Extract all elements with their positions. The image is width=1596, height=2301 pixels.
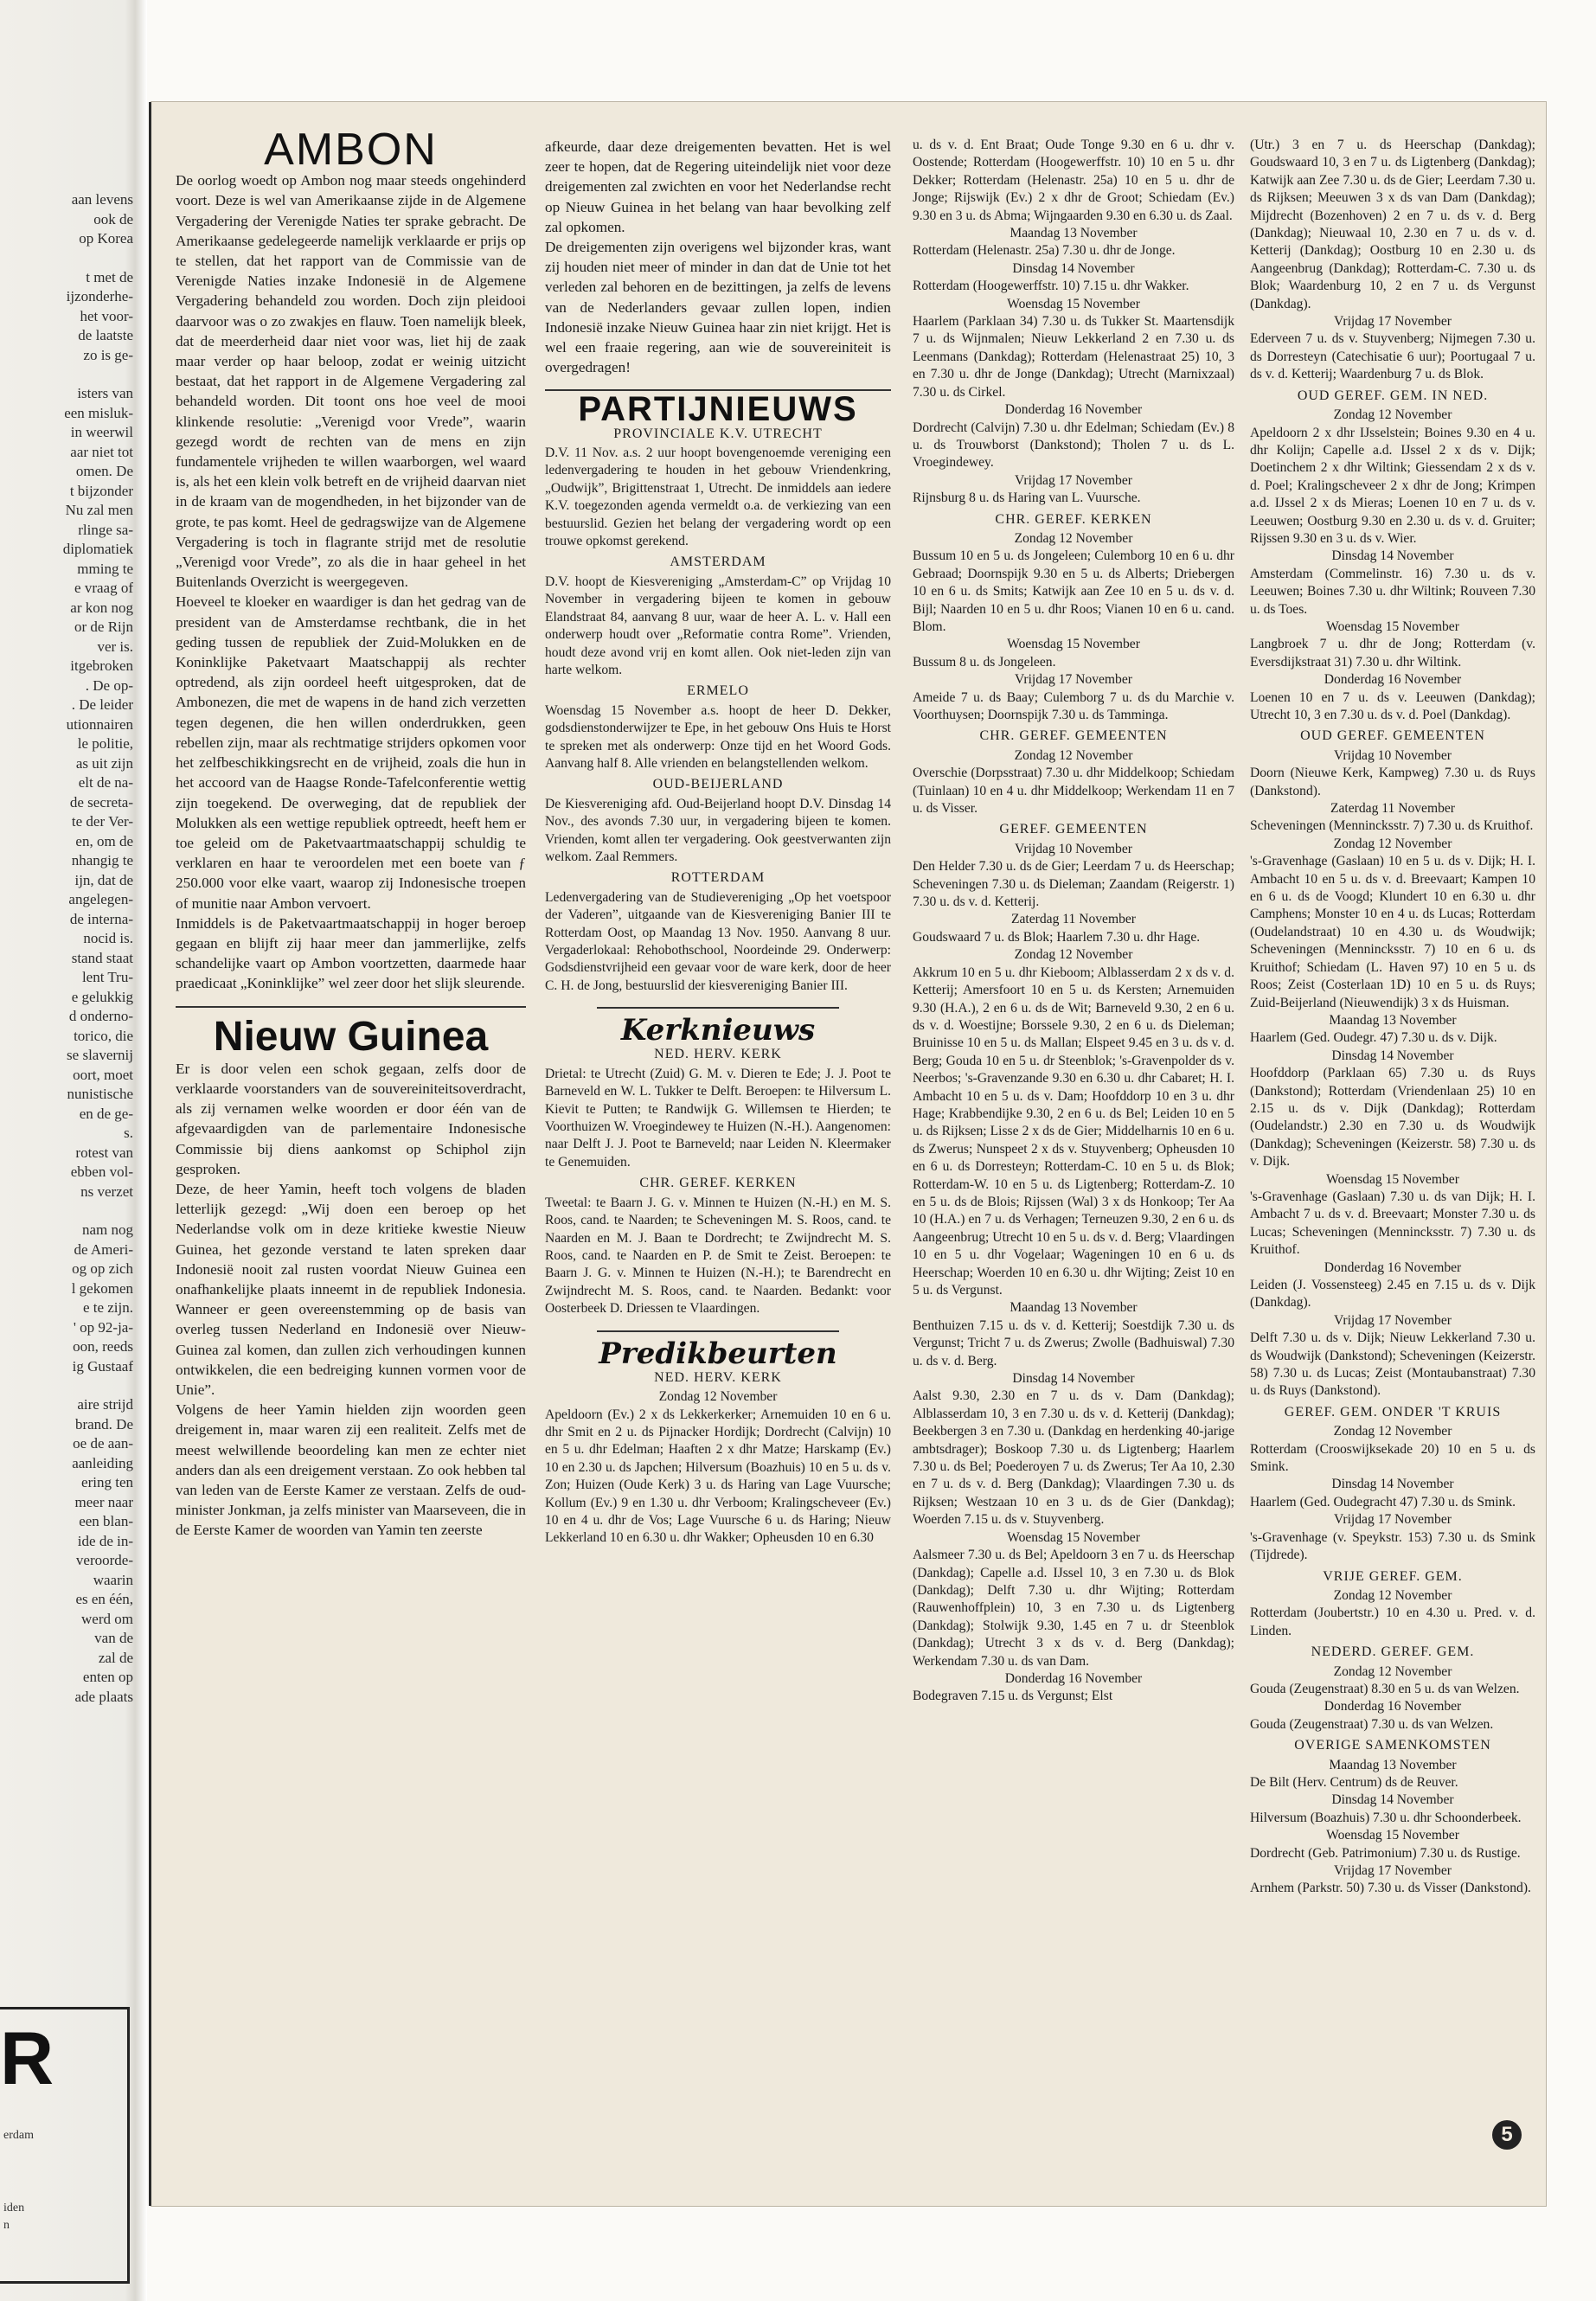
listing-text: Ederveen 7 u. ds v. Stuyvenberg; Nijmegen 7.30 u. ds Dorresteyn (Catechisatie 6 uur); Poortugaal 7 u. ds v. d. Ketterij; Waardenburg 7 u. ds Blok. bbox=[1250, 331, 1535, 382]
fragment-line: de Ameri- bbox=[74, 1240, 133, 1258]
listing-text: De Bilt (Herv. Centrum) ds de Reuver. bbox=[1250, 1774, 1458, 1790]
predik-day: Zondag 12 November bbox=[658, 1389, 778, 1405]
day-heading: Vrijdag 17 November bbox=[1015, 472, 1132, 488]
divider bbox=[597, 1007, 839, 1009]
advert-text: iden bbox=[3, 2202, 25, 2214]
fragment-line: as uit zijn bbox=[75, 754, 133, 772]
listing-text: Haarlem (Ged. Oudegracht 47) 7.30 u. ds Smink. bbox=[1250, 1494, 1516, 1509]
partijnieuws-body bbox=[545, 426, 891, 996]
day-heading: Donderdag 16 November bbox=[1324, 1259, 1462, 1275]
listing-text: Hilversum (Boazhuis) 7.30 u. dhr Schoonderbeek. bbox=[1250, 1810, 1522, 1825]
fragment-line: nhangig te bbox=[71, 852, 133, 868]
church-heading: NEDERD. GEREF. GEM. bbox=[1311, 1644, 1475, 1660]
section-text: Tweetal: te Baarn J. G. v. Minnen te Huizen (N.-H.) en M. S. Roos, cand. te Naarden; te Scheveningen M. S. Roos, cand. te Naarden en M. J. Baan te Dordrecht; te Zwijndrecht M. S. Roos, cand. te Naarden en P. de Smit te Zeist. Beroepen: te Baarn J. G. v. Minnen te Huizen (N.-H.); te Barendrecht en Zwijndrecht M. S. Roos, cand. te Naarden. Bedankt: voor Oosterbeek D. Driessen te Vlaardingen. bbox=[545, 1195, 891, 1317]
fragment-line: . De op- bbox=[85, 676, 133, 694]
day-heading: Vrijdag 17 November bbox=[1334, 1312, 1452, 1328]
advert-letter: R bbox=[0, 2017, 54, 2100]
fragment-line: t bijzonder bbox=[69, 482, 133, 499]
column-predikbeurten-1 bbox=[913, 137, 1234, 1706]
listing-text: Delft 7.30 u. ds v. Dijk; Nieuw Lekkerland 7.30 u. ds Woudwijk (Dankstond); Scheveningen (Keizerstr. 58) 7.30 u. ds Lucas; Zeist (Montaubanstraat) 7.30 u. ds Ruys (Dankstond). bbox=[1250, 1330, 1535, 1399]
ambon-paragraph: Hoeveel te kloeker en waardiger is dan het gedrag van de president van de Amsterdamse rechtbank, die in het geding tussen de republiek der Zuid-Molukken en de Koninklijke Paketvaart Maatschappij als rechter optredend, als zijn oordeel heeft uitgesproken, dat de Ambonezen, die met de wapens in de hand zich verzetten tegen degenen, die hen willen onderdrukken, geen rebellen zijn, maar als rechtmatige strijders opkomen voor het zelfbeschikkingsrecht en de vrijheid, zoals die hun in het accoord van de Haagse Ronde-Tafelconferentie wettig zijn toegekend. De overweging, dat de republiek der Molukken als een wettige republiek optreedt, heeft hem er toe geleid om de Paketvaartmaatschappij schuldig te verklaren en haar te veroordelen met een boete van ƒ 250.000 voor elke vaart, waarop zij Indonesische troepen of munitie naar Ambon vervoert. bbox=[176, 593, 526, 912]
church-heading: CHR. GEREF. GEMEENTEN bbox=[979, 728, 1168, 744]
church-heading: OUD GEREF. GEMEENTEN bbox=[1300, 728, 1485, 744]
church-heading: CHR. GEREF. KERKEN bbox=[995, 511, 1152, 527]
day-heading: Zaterdag 11 November bbox=[1010, 912, 1137, 927]
section-text: D.V. hoopt de Kiesvereniging „Amsterdam-C” op Vrijdag 10 November in vergadering bijeen te komen in gebouw Elandstraat 84, aanvang 8 uur, waar de heer A. L. v. Hall een onderwerp houdt over „Reformatie contra Rome”. Vrienden, houdt deze avond vrij en komt allen. Ook niet-leden zijn van harte welkom. bbox=[545, 574, 891, 677]
guinea-article-continuation bbox=[545, 137, 891, 377]
day-heading: Woensdag 15 November bbox=[1007, 296, 1140, 311]
listing-text: (Utr.) 3 en 7 u. ds Heerschap (Dankdag); Goudswaard 10, 3 en 7 u. ds Ligtenberg (Dankdag); Katwijk aan Zee 7.30 u. ds de Gier; Leerdam 7.30 u. ds Rijksen; Meeuwen 3 x ds van Dam (Dankdag); Mijdrecht (Bozenhoven) 2 en 7 u. ds v. d. Berg (Dankdag); Nieuwaal 10, 2.30 en 7 u. ds v. d. Ketterij (Dankdag); Oostburg 10 en 2.30 u. ds Aangeenbrug (Dankdag); Rotterdam-C. 7.30 u. ds Blok; Waardenburg 10, 2 en 7 u. ds Vergunst (Dankdag). bbox=[1250, 138, 1535, 311]
listing-text: Rotterdam (Hoogewerffstr. 10) 7.15 u. dhr Wakker. bbox=[913, 279, 1189, 294]
day-heading: Maandag 13 November bbox=[1329, 1757, 1457, 1772]
ambon-paragraph: De oorlog woedt op Ambon nog maar steeds ongehinderd voort. Deze is wel van Amerikaanse zijde in de Algemene Vergadering der Verenigde Naties ter sprake gebracht. De Amerikaanse gedelegeerde namelijk verklaarde er prijs op te stellen, dat het rapport van de Commissie van de Verenigde Naties inzake Indonesië in de Algemene Vergadering behandeld zou worden. Doch zijn pleidooi daarvoor was o zo zwakjes en flauw. Toen namelijk bleek, dat de meerderheid daar niet voor was, liet hij de zaak maar verder op haar beloop, zodat er weinig uitzicht bestaat, dat het rapport in de Algemene Vergadering zal behandeld worden. Dit toont ons hoe veel de mooi klinkende resolutie: „Verenigd voor Vrede”, waarin gezegd wordt de rechten van de mens en zijn fundamentele vrijheden te willen waarborgen, wel waard is, als het een klein volk betreft en de vrijheid daarvan niet in de kraam van de mogendheden, in het bijzonder van de grote, te pas komt. Heel de gedragswijze van de Algemene Vergadering is toch in flagrante strijd met de resolutie „Verenigd voor Vrede”, zo als die in haar geheel in het Buitenlands Overzicht is weergegeven. bbox=[176, 172, 526, 591]
day-heading: Donderdag 16 November bbox=[1324, 672, 1462, 688]
day-heading: Dinsdag 14 November bbox=[1012, 1371, 1135, 1387]
day-heading: Woensdag 15 November bbox=[1007, 1529, 1140, 1545]
fragment-line: ' op 92-ja- bbox=[73, 1318, 133, 1336]
day-heading: Zondag 12 November bbox=[1333, 1424, 1452, 1439]
fragment-line: nam nog bbox=[81, 1221, 133, 1238]
fragment-line: es en één, bbox=[75, 1591, 133, 1607]
listing-text: Bussum 10 en 5 u. ds Jongeleen; Culemborg 10 en 6 u. dhr Gebraad; Doornspijk 9.30 en 5 u. ds Alberts; Driebergen 10 en 6 u. ds Smits; Katwijk aan Zee 10 en 5 u. ds v. d. Bijl; Naarden 10 en 5 u. dhr Roos; Vianen 10 en 6 u. cand. Blom. bbox=[913, 548, 1234, 634]
listing-text: Goudswaard 7 u. ds Blok; Haarlem 7.30 u. dhr Hage. bbox=[913, 929, 1201, 945]
ambon-paragraph: Inmiddels is de Paketvaartmaatschappij in hoger beroep gegaan en blijft zij haar meer dan jammerlijke, zelfs schandelijke vaart op Ambon voortzetten, daarmede haar praedicaat „Koninklijke” wel zeer door het slijk sleurende. bbox=[176, 914, 526, 992]
predik-text: Apeldoorn (Ev.) 2 x ds Lekkerkerker; Arnemuiden 10 en 6 u. dhr Smit en 2 u. ds Pijnacker Hordijk; Dordrecht (Calvijn) 10 en 5 u. dhr Edelman; Haaften 2 x dhr Matze; Harskamp (Ev.) 10 en 2.30 u. ds Japchen; Hilversum (Boazhuis) 10 en 5 u. ds v. Zon; Huizen (Oude Kerk) 3 u. ds Haring van Lage Vuursche; Kollum (Ev.) 9 en 1.30 u. dhr Verboom; Kralingscheveer (Ev.) 10 en 4 u. dhr de Vos; Lage Vuursche 6 u. ds Haring; Nieuw Lekkerland 10 en 6.30 u. dhr Wakker; Opheusden 10 en 6.30 bbox=[545, 1407, 891, 1546]
listing-text: Rotterdam (Crooswijksekade 20) 10 en 5 u. ds Smink. bbox=[1250, 1441, 1535, 1475]
fragment-line: . De leider bbox=[71, 696, 133, 713]
newspaper-page bbox=[151, 102, 1546, 2206]
listing-text: Bussum 8 u. ds Jongeleen. bbox=[913, 654, 1056, 670]
fragment-line: ijzonderhe- bbox=[66, 288, 133, 304]
guinea-paragraph: Volgens de heer Yamin hielden zijn woorden geen dreigement in, maar waren zij een realiteit. Zelfs met de meest welwillende beoordeling kan men ze echter niet anders dan als een dreigement verstaan. Zo ook hebben tal van leden van de Eerste Kamer ze verstaan. Zelfs de oud-minister Jonkman, ja zelfs minister van Maarseveen, die in de Eerste Kamer de woorden van Yamin ten zeerste bbox=[176, 1401, 526, 1539]
fragment-line: isters van bbox=[77, 385, 133, 401]
day-heading: Vrijdag 17 November bbox=[1334, 1512, 1452, 1528]
section-heading: OUD-BEIJERLAND bbox=[652, 777, 784, 792]
fragment-line: t met de bbox=[86, 268, 133, 285]
fragment-line: e te zijn. bbox=[82, 1299, 133, 1316]
fragment-line: de interna- bbox=[69, 910, 133, 927]
day-heading: Zaterdag 11 November bbox=[1330, 801, 1456, 817]
day-heading: Zondag 12 November bbox=[1014, 947, 1133, 963]
listing-text: Dordrecht (Calvijn) 7.30 u. dhr Edelman; Schiedam (Ev.) 8 u. ds Trouwborst (Dankstond); Tholen 7 u. ds L. Vroegindewey. bbox=[913, 420, 1234, 471]
day-heading: Maandag 13 November bbox=[1329, 1012, 1457, 1028]
fragment-line: veroorde- bbox=[75, 1552, 133, 1568]
fragment-line: enten op bbox=[82, 1669, 133, 1685]
section-heading: AMSTERDAM bbox=[670, 554, 766, 570]
guinea-paragraph: Er is door velen een schok gegaan, zelfs door de verklaarde voorstanders van de souvereiniteitsoverdracht, als zij vernamen welke woorden er door één van de afgevaardigden van de parlementaire Indonesische Commissie bij diens aankomst op Schiphol zijn gesproken. bbox=[176, 1060, 526, 1177]
church-heading: OUD GEREF. GEM. IN NED. bbox=[1297, 388, 1489, 403]
listing-text: 's-Gravenhage (Gaslaan) 10 en 5 u. ds v. Dijk; H. I. Ambacht 10 en 5 u. ds v. d. Breevaart; Kampen 10 en 6 u. ds de Voogd; Klundert 10 en 6.30 u. dhr Camphens; Monster 10 en 4 u. ds Lucas; Rotterdam (Oudelandstraat) 10 en 4.30 u. ds Woudwijk; Scheveningen (Mennincksstr. 7) 10 en 6 u. ds Kruithof; Schiedam (L. Haven 97) 10 en 5 u. ds Roos; Zeist (Costerlaan 1D) 10 en 5 u. ds Ruys; Zuid-Beijerland (Nieuwendijk) 3 x ds Huisman. bbox=[1250, 854, 1535, 1010]
fragment-line: omen. De bbox=[75, 463, 133, 479]
fragment-line: itgebroken bbox=[70, 657, 133, 674]
fragment-line: meer naar bbox=[74, 1493, 133, 1510]
guinea-paragraph: Deze, de heer Yamin, heeft toch volgens de bladen letterlijk gezegd: „Wij doen een beroep op het Nederlandse volk om in deze kritieke kwestie Nieuw Guinea, het gezonde verstand te laten spreken daar Indonesië nooit zal rusten voordat Nieuw Guinea een onafhankelijke plaats inneemt in de republiek Indonesia. Wanneer er geen overeenstemming op de basis van overleg tussen Nederland en Indonesië over Nieuw-Guinea zal komen, dan zullen zich verhoudingen kunnen ontwikkelen, die een bedreiging kunnen vormen voor de Unie”. bbox=[176, 1180, 526, 1398]
section-heading: CHR. GEREF. KERKEN bbox=[639, 1176, 797, 1191]
fragment-line: ebben vol- bbox=[70, 1163, 133, 1180]
fragment-line: ns verzet bbox=[80, 1183, 133, 1200]
fragment-line: te der Ver- bbox=[71, 813, 133, 830]
divider bbox=[597, 1330, 839, 1332]
fragment-line: elt de na- bbox=[78, 774, 133, 791]
day-heading: Donderdag 16 November bbox=[1324, 1699, 1462, 1715]
advert-text: erdam bbox=[3, 2129, 34, 2142]
day-heading: Zondag 12 November bbox=[1333, 836, 1452, 851]
guinea-paragraph: afkeurde, daar deze dreigementen bevatten. Het is wel zeer te hopen, dat de Regering uiteindelijk niet voor deze dreigementen zal zwichten en voor het Nederlandse recht op Nieuw Guinea in het belang van haar bevolking zelf zal opkomen. bbox=[545, 138, 891, 235]
fragment-line bbox=[3, 365, 133, 384]
day-heading: Maandag 13 November bbox=[1010, 226, 1138, 241]
fragment-line: nunistische bbox=[67, 1086, 133, 1102]
fragment-line: en de ge- bbox=[79, 1105, 133, 1122]
day-heading: Vrijdag 17 November bbox=[1334, 314, 1452, 330]
section-text: Ledenvergadering van de Studievereniging „Op het voetspoor der Vaderen”, uitgaande van de Kiesvereniging Banier III te Rotterdam Oost, op Maandag 13 Nov. 1950. Aanvang 8 uur. Vergaderlokaal: Rehobothschool, Noordeinde 29. Onderwerp: Godsdienstvrijheid een gevaar voor de ware kerk, door de heer C. H. de Jong, bestuurslid der kiesvereniging Banier III. bbox=[545, 889, 891, 993]
column-partijnieuws bbox=[545, 137, 891, 1548]
listing-text: Dordrecht (Geb. Patrimonium) 7.30 u. ds Rustige. bbox=[1250, 1845, 1521, 1861]
day-heading: Dinsdag 14 November bbox=[1331, 548, 1454, 564]
fragment-line: nocid is. bbox=[83, 930, 133, 946]
fragment-line: ade plaats bbox=[74, 1688, 133, 1705]
church-heading: OVERIGE SAMENKOMSTEN bbox=[1294, 1738, 1491, 1753]
fragment-line: zal de bbox=[98, 1649, 133, 1666]
fragment-line: ar kon nog bbox=[70, 599, 133, 616]
guinea-article-body bbox=[176, 1059, 526, 1541]
fragment-line: ide de in- bbox=[77, 1532, 133, 1549]
day-heading: Zondag 12 November bbox=[1014, 747, 1133, 763]
listing-text: Haarlem (Parklaan 34) 7.30 u. ds Tukker St. Maartensdijk 7 u. ds Wijnmalen; Nieuw Lekkerland 2 en 7.30 u. ds Leenmans (Dankdag); Rotterdam (Helenastraat 25) 10, 3 en 7.30 u. dhr de Jonge (Dankdag); Utrecht (Marnixzaal) 7.30 u. ds Cirkel. bbox=[913, 314, 1234, 400]
fragment-line: oort, moet bbox=[73, 1066, 133, 1083]
fragment-line: aire strijd bbox=[77, 1396, 133, 1413]
day-heading: Donderdag 16 November bbox=[1004, 402, 1143, 418]
previous-page-advert-box bbox=[0, 2007, 130, 2284]
listing-text: Haarlem (Ged. Oudegr. 47) 7.30 u. ds v. Dijk. bbox=[1250, 1030, 1497, 1046]
listing-text: Aalsmeer 7.30 u. ds Bel; Apeldoorn 3 en 7 u. ds Heerschap (Dankdag); Capelle a.d. IJssel 10, 3 en 7.30 u. ds Blok (Dankdag); Delft 7.30 u. dhr Wijting; Rotterdam (Rauwenhoffplein) 10, 3 en 7.30 u. ds Ligtenberg (Dankdag); Stolwijk 9.30, 1.45 en 7 u. dr Steenblok (Dankdag); Utrecht 3 x ds v. d. Berg (Dankdag); Werkendam 7.30 u. ds van Dam. bbox=[913, 1548, 1234, 1669]
fragment-line: diplomatiek bbox=[62, 541, 133, 557]
fragment-line: Nu zal men bbox=[65, 502, 133, 518]
divider bbox=[176, 1006, 526, 1008]
fragment-line: aanleiding bbox=[72, 1454, 133, 1471]
page-number: 5 bbox=[1492, 2120, 1522, 2150]
fragment-line: mming te bbox=[77, 560, 133, 577]
day-heading: Dinsdag 14 November bbox=[1331, 1477, 1454, 1492]
guinea-paragraph: De dreigementen zijn overigens wel bijzonder kras, want zij houden niet meer of minder in dan dat de Unie tot het verleden zal behoren en de bezittingen, ja zelfs de levens van de Nederlanders gevaar zullen lopen, indien Indonesië inzake Nieuw Guinea haar zin niet krijgt. Het is wel een fraaie regering, aan wie de souvereiniteit is overgedragen! bbox=[545, 239, 891, 376]
listing-text: Apeldoorn 2 x dhr IJsselstein; Boines 9.30 en 4 u. dhr Kolijn; Capelle a.d. IJssel 2 x ds v. Dijk; Doetinchem 2 x dhr Wiltink; Giessendam 2 x ds v. d. Poel; Kralingscheveer 2 x dhr de Jong; Krimpen a.d. IJssel 2 x ds Mieras; Loenen 10 en 7 u. ds v. Leeuwen; Oostburg 9.30 en 2.30 u. ds v. d. Gruiter; Rijssen 9.30 en 3 u. ds v. Wier. bbox=[1250, 425, 1535, 546]
fragment-line: werd om bbox=[81, 1610, 133, 1627]
day-heading: Woensdag 15 November bbox=[1326, 1171, 1459, 1187]
fragment-line: in weerwil bbox=[70, 424, 133, 440]
predik-subhead: NED. HERV. KERK bbox=[654, 1369, 782, 1385]
fragment-line: een misluk- bbox=[64, 404, 133, 421]
day-heading: Dinsdag 14 November bbox=[1331, 1048, 1454, 1063]
section-heading: NED. HERV. KERK bbox=[654, 1047, 782, 1062]
fragment-line: ijn, dat de bbox=[74, 871, 133, 888]
fragment-line: brand. De bbox=[74, 1415, 133, 1433]
fragment-line: ook de bbox=[93, 210, 133, 228]
fragment-line: van de bbox=[94, 1630, 133, 1646]
ambon-article-body bbox=[176, 170, 526, 993]
day-heading: Vrijdag 17 November bbox=[1015, 672, 1132, 688]
fragment-line: rlinge sa- bbox=[78, 521, 133, 538]
day-heading: Woensdag 15 November bbox=[1326, 1828, 1459, 1843]
listing-text: Langbroek 7 u. dhr de Jong; Rotterdam (v. Eversdijkstraat 31) 7.30 u. dhr Wiltink. bbox=[1250, 637, 1535, 670]
fragment-line bbox=[3, 1376, 133, 1395]
partijnieuws-headline: PARTIJNIEUWS bbox=[578, 390, 858, 429]
listing-text: Hoofddorp (Parklaan 65) 7.30 u. ds Ruys (Dankstond); Rotterdam (Vriendenlaan 25) 10 en 2.15 u. ds v. Dijk (Dankdag); Rotterdam (Oudelandstr.) 2.30 en 7.30 u. ds Woudwijk (Dankdag); Scheveningen (Keizerstr. 58) 7.30 u. ds v. Dijk. bbox=[1250, 1066, 1535, 1170]
fragment-line: oe de aan- bbox=[73, 1435, 133, 1452]
section-heading: ERMELO bbox=[687, 683, 749, 699]
listing-text: 's-Gravenhage (Gaslaan) 7.30 u. ds van Dijk; H. I. Ambacht 7 u. ds v. d. Breevaart; Monster 7.30 u. ds Lucas; Scheveningen (Mennincksstr. 7) 7.30 u. ds Kruithof. bbox=[1250, 1189, 1535, 1258]
fragment-line: d onderno- bbox=[68, 1008, 133, 1024]
listing-text: Akkrum 10 en 5 u. dhr Kieboom; Alblasserdam 2 x ds v. d. Ketterij; Amersfoort 10 en 5 u. ds Kersten; Arnemuiden 9.30 (H.A.), 2 en 6 u. ds de Wit; Barneveld 9.30, 2 en 6 u. ds v. d. Woestijne; Borssele 9.30, 2 en 6 u. ds Dieleman; Bruinisse 10 en 5 u. ds Mallan; Elspeet 9.45 en 3 u. ds v. d. Berg; Gouda 10 en 5 u. dr Steenblok; 's-Gravenpolder ds v. Neerbos; 's-Gravenzande 9.30 en 6.30 u. dhr Cabaret; H. I. Ambacht 10 en 5 u. ds v. Dam; Hoofddorp 10 en 3 u. dhr Hage; Krabbendijke 9.30, 2 en 6 u. ds Bel; Leiden 10 en 5 u. ds Rijksen; Lisse 2 x ds de Gier; Middelharnis 10 en 6 u. ds Zwerus; Nunspeet 2 x ds v. Stuyvenberg; Opheusden 10 en 6 u. ds Dorresteyn; Rotterdam-C. 10 en 5 u. ds Blok; Rotterdam-W. 10 en 5 u. ds Ligtenberg; Rotterdam-Z. 10 en 5 u. ds de Blois; Rijssen (Wal) 3 x ds Honkoop; Ter Aa 10 (H.A.) en 7 u. ds Verhagen; Terneuzen 9.30, 2 en 6 u. ds Aangeenbrug; Utrecht 10 en 5 u. ds v. d. Berg; Vlaardingen 10 en 5 u. dhr Vogelaar; Wageningen 10 en 6 u. ds Heerschap; Woerden 10 en 6.30 u. dhr Wijting; Zeist 10 en 5 u. ds Vergunst. bbox=[913, 965, 1234, 1298]
day-heading: Dinsdag 14 November bbox=[1331, 1792, 1454, 1808]
church-heading: GEREF. GEM. ONDER 'T KRUIS bbox=[1284, 1404, 1502, 1420]
listing-text: Rijnsburg 8 u. ds Haring van L. Vuursche. bbox=[913, 490, 1141, 506]
listing-text: Gouda (Zeugenstraat) 8.30 en 5 u. ds van Welzen. bbox=[1250, 1681, 1520, 1696]
fragment-line bbox=[3, 249, 133, 268]
section-text: Woensdag 15 November a.s. hoopt de heer D. Dekker, godsdienstonderwijzer te Epe, in het gebouw Ons Huis te Horst te spreken met als onderwerp: Onze tijd en het Woord Gods. Aanvang half 8. Alle vrienden en belangstellenden welkom. bbox=[545, 702, 891, 771]
listing-text: Den Helder 7.30 u. ds de Gier; Leerdam 7 u. ds Heerschap; Scheveningen 7.30 u. ds Dieleman; Zaandam (Reigerstr. 1) 7.30 u. ds v. d. Ketterij. bbox=[913, 859, 1234, 910]
fragment-line: het voor- bbox=[80, 307, 133, 324]
day-heading: Vrijdag 17 November bbox=[1334, 1863, 1452, 1878]
section-heading: ROTTERDAM bbox=[670, 870, 766, 886]
day-heading: Zondag 12 November bbox=[1333, 1663, 1452, 1679]
fragment-line: ver is. bbox=[97, 638, 133, 655]
listing-text: Gouda (Zeugenstraat) 7.30 u. ds van Welzen. bbox=[1250, 1716, 1494, 1732]
fragment-line: or de Rijn bbox=[74, 619, 133, 635]
predikbeurten-headline: Predikbeurten bbox=[599, 1336, 837, 1371]
day-heading: Maandag 13 November bbox=[1010, 1300, 1138, 1316]
fragment-line bbox=[3, 1202, 133, 1221]
fragment-line: l gekomen bbox=[71, 1279, 133, 1297]
kerknieuws-body bbox=[545, 1046, 891, 1317]
church-heading: GEREF. GEMEENTEN bbox=[999, 822, 1148, 837]
day-heading: Vrijdag 10 November bbox=[1015, 841, 1132, 856]
listing-text: Rotterdam (Helenastr. 25a) 7.30 u. dhr de Jonge. bbox=[913, 243, 1176, 259]
listing-text: Loenen 10 en 7 u. ds v. Leeuwen (Dankdag); Utrecht 10, 3 en 7.30 u. ds v. d. Poel (Dankdag). bbox=[1250, 689, 1535, 722]
fragment-line: aar niet tot bbox=[70, 443, 133, 460]
kerknieuws-headline: Kerknieuws bbox=[620, 1013, 816, 1048]
listing-text: Arnhem (Parkstr. 50) 7.30 u. ds Visser (Dankstond). bbox=[1250, 1881, 1531, 1896]
church-heading: VRIJE GEREF. GEM. bbox=[1323, 1568, 1463, 1584]
fragment-line: s. bbox=[124, 1125, 133, 1141]
listing-text: Amsterdam (Commelinstr. 16) 7.30 u. ds v. Leeuwen; Boines 7.30 u. dhr Wiltink; Rouveen 7.30 u. ds Toes. bbox=[1250, 566, 1535, 617]
fragment-line: ering ten bbox=[81, 1474, 133, 1490]
fragment-line: oon, reeds bbox=[73, 1338, 133, 1355]
listing-text: 's-Gravenhage (v. Speykstr. 153) 7.30 u. ds Smink (Tijdrede). bbox=[1250, 1529, 1535, 1563]
fragment-line: torico, die bbox=[74, 1027, 133, 1044]
fragment-line: rotest van bbox=[75, 1144, 133, 1161]
listing-text: Bodegraven 7.15 u. ds Vergunst; Elst bbox=[913, 1689, 1113, 1704]
fragment-line: e vraag of bbox=[74, 580, 133, 596]
fragment-line: aan levens bbox=[71, 191, 133, 208]
fragment-line: en, om de bbox=[75, 832, 133, 849]
fragment-line: e gelukkig bbox=[71, 988, 133, 1005]
listing-text: Rotterdam (Joubertstr.) 10 en 4.30 u. Pred. v. d. Linden. bbox=[1250, 1606, 1535, 1638]
section-heading: PROVINCIALE K.V. UTRECHT bbox=[613, 426, 823, 441]
fragment-line: lent Tru- bbox=[81, 969, 133, 985]
fragment-line: op Korea bbox=[79, 230, 133, 247]
advert-text: n bbox=[3, 2219, 10, 2232]
section-text: Drietal: te Utrecht (Zuid) G. M. v. Dieren te Ede; J. J. Poot te Barneveld en W. L. Tukker te Delft. Beroepen: te Hilversum L. Kievit te Putten; te Randwijk G. Willemsen te Hierden; te Voorthuizen W. Vroegindewey te Huizen (N.-H.). Aangenomen: naar Delft J. J. Poot te Barneveld; naar Leiden N. Kleermaker te Genemuiden. bbox=[545, 1066, 891, 1170]
fragment-line: og op zich bbox=[72, 1260, 133, 1277]
fragment-line: stand staat bbox=[71, 949, 133, 966]
day-heading: Donderdag 16 November bbox=[1004, 1670, 1143, 1686]
day-heading: Zondag 12 November bbox=[1333, 407, 1452, 423]
listing-text: Overschie (Dorpsstraat) 7.30 u. dhr Middelkoop; Schiedam (Tuinlaan) 10 en 4 u. dhr Middelkoop; Werkendam 11 en 7 u. ds Visser. bbox=[913, 766, 1234, 817]
previous-page-fragment bbox=[3, 190, 133, 1834]
fragment-line: se slavernij bbox=[67, 1047, 133, 1063]
day-heading: Zondag 12 November bbox=[1333, 1587, 1452, 1603]
fragment-line: een blan- bbox=[79, 1513, 133, 1529]
fragment-line: waarin bbox=[93, 1571, 133, 1588]
listing-text: Doorn (Nieuwe Kerk, Kampweg) 7.30 u. ds Ruys (Dankstond). bbox=[1250, 766, 1535, 798]
column-predikbeurten-2 bbox=[1250, 137, 1535, 1898]
listing-text: Ameide 7 u. ds Baay; Culemborg 7 u. ds du Marchie v. Voorthuysen; Doornspijk 7.30 u. ds Tamminga. bbox=[913, 689, 1234, 722]
listing-text: Aalst 9.30, 2.30 en 7 u. ds v. Dam (Dankdag); Alblasserdam 10, 3 en 7.30 u. ds v. d. Ketterij (Dankdag); Beekbergen 3 en 7.30 u. (Dankdag en herdenking 40-jarige ambtsdrager); Boskoop 7.30 u. ds Ligtenberg; Haarlem 7.30 u. ds Bel; Poederoyen 7 u. ds Zwerus; Ter Aa 10, 2.30 en 7 u. ds v. d. Berg (Dankdag); Vlaardingen 7.30 u. ds Rijksen; Westzaan 10 en 3 u. ds de Gier (Dankdag); Woerden 7.15 u. ds v. Stuyvenberg. bbox=[913, 1388, 1234, 1528]
listing-text: Benthuizen 7.15 u. ds v. d. Ketterij; Soestdijk 7.30 u. ds Vergunst; Tricht 7 u. ds Zwerus; Zwolle (Badhuiswal) 7.30 u. ds v. d. Berg. bbox=[913, 1317, 1234, 1368]
day-heading: Dinsdag 14 November bbox=[1012, 260, 1135, 276]
day-heading: Vrijdag 10 November bbox=[1334, 747, 1452, 763]
fragment-line: angelegen- bbox=[68, 891, 133, 907]
day-heading: Woensdag 15 November bbox=[1326, 619, 1459, 634]
fragment-line: le politie, bbox=[77, 735, 133, 752]
fragment-line: de secreta- bbox=[69, 793, 133, 811]
fragment-line: ig Gustaaf bbox=[72, 1357, 133, 1375]
listing-text: Leiden (J. Vossensteeg) 2.45 en 7.15 u. ds v. Dijk (Dankdag). bbox=[1250, 1278, 1535, 1311]
day-heading: Woensdag 15 November bbox=[1007, 637, 1140, 652]
section-text: D.V. 11 Nov. a.s. 2 uur hoopt bovengenoemde vereniging een ledenvergadering te houden in het gebouw Vriendenkring, „Oudwijk”, Brigittenstraat 1, Utrecht. De inmiddels aan iedere K.V. toegezonden agenda vermeldt o.a. de verkiezing van een bestuurslid. Gezien het belang der vergadering wordt op een trouwe opkomst gerekend. bbox=[545, 445, 891, 549]
day-heading: Zondag 12 November bbox=[1014, 530, 1133, 546]
section-text: De Kiesvereniging afd. Oud-Beijerland hoopt D.V. Dinsdag 14 Nov., des avonds 7.30 uur, in vergadering bijeen te komen. Vrienden, komt allen ter vergadering. Ook geestverwanten zijn welkom. Zaal Remmers. bbox=[545, 796, 891, 864]
listing-text: Scheveningen (Mennincksstr. 7) 7.30 u. ds Kruithof. bbox=[1250, 818, 1534, 834]
fragment-line: de laatste bbox=[78, 327, 133, 343]
fragment-line: zo is ge- bbox=[83, 346, 133, 363]
ambon-headline: AMBON bbox=[264, 125, 438, 175]
guinea-headline: Nieuw Guinea bbox=[213, 1013, 489, 1060]
listing-text: u. ds v. d. Ent Braat; Oude Tonge 9.30 en 6 u. dhr v. Oostende; Rotterdam (Hoogewerffstr. 10) 10 en 5 u. dhr Dekker; Rotterdam (Helenastr. 25a) 10 en 5 u. dhr de Jonge; Rijswijk (Ev.) 2 x dhr de Groot; Schiedam (Ev.) 9.30 en 3 u. ds Abma; Wijngaarden 9.30 en 6.30 u. ds Zaal. bbox=[913, 138, 1234, 223]
column-ambon-guinea bbox=[176, 125, 526, 1541]
fragment-line: utionnairen bbox=[66, 715, 133, 733]
